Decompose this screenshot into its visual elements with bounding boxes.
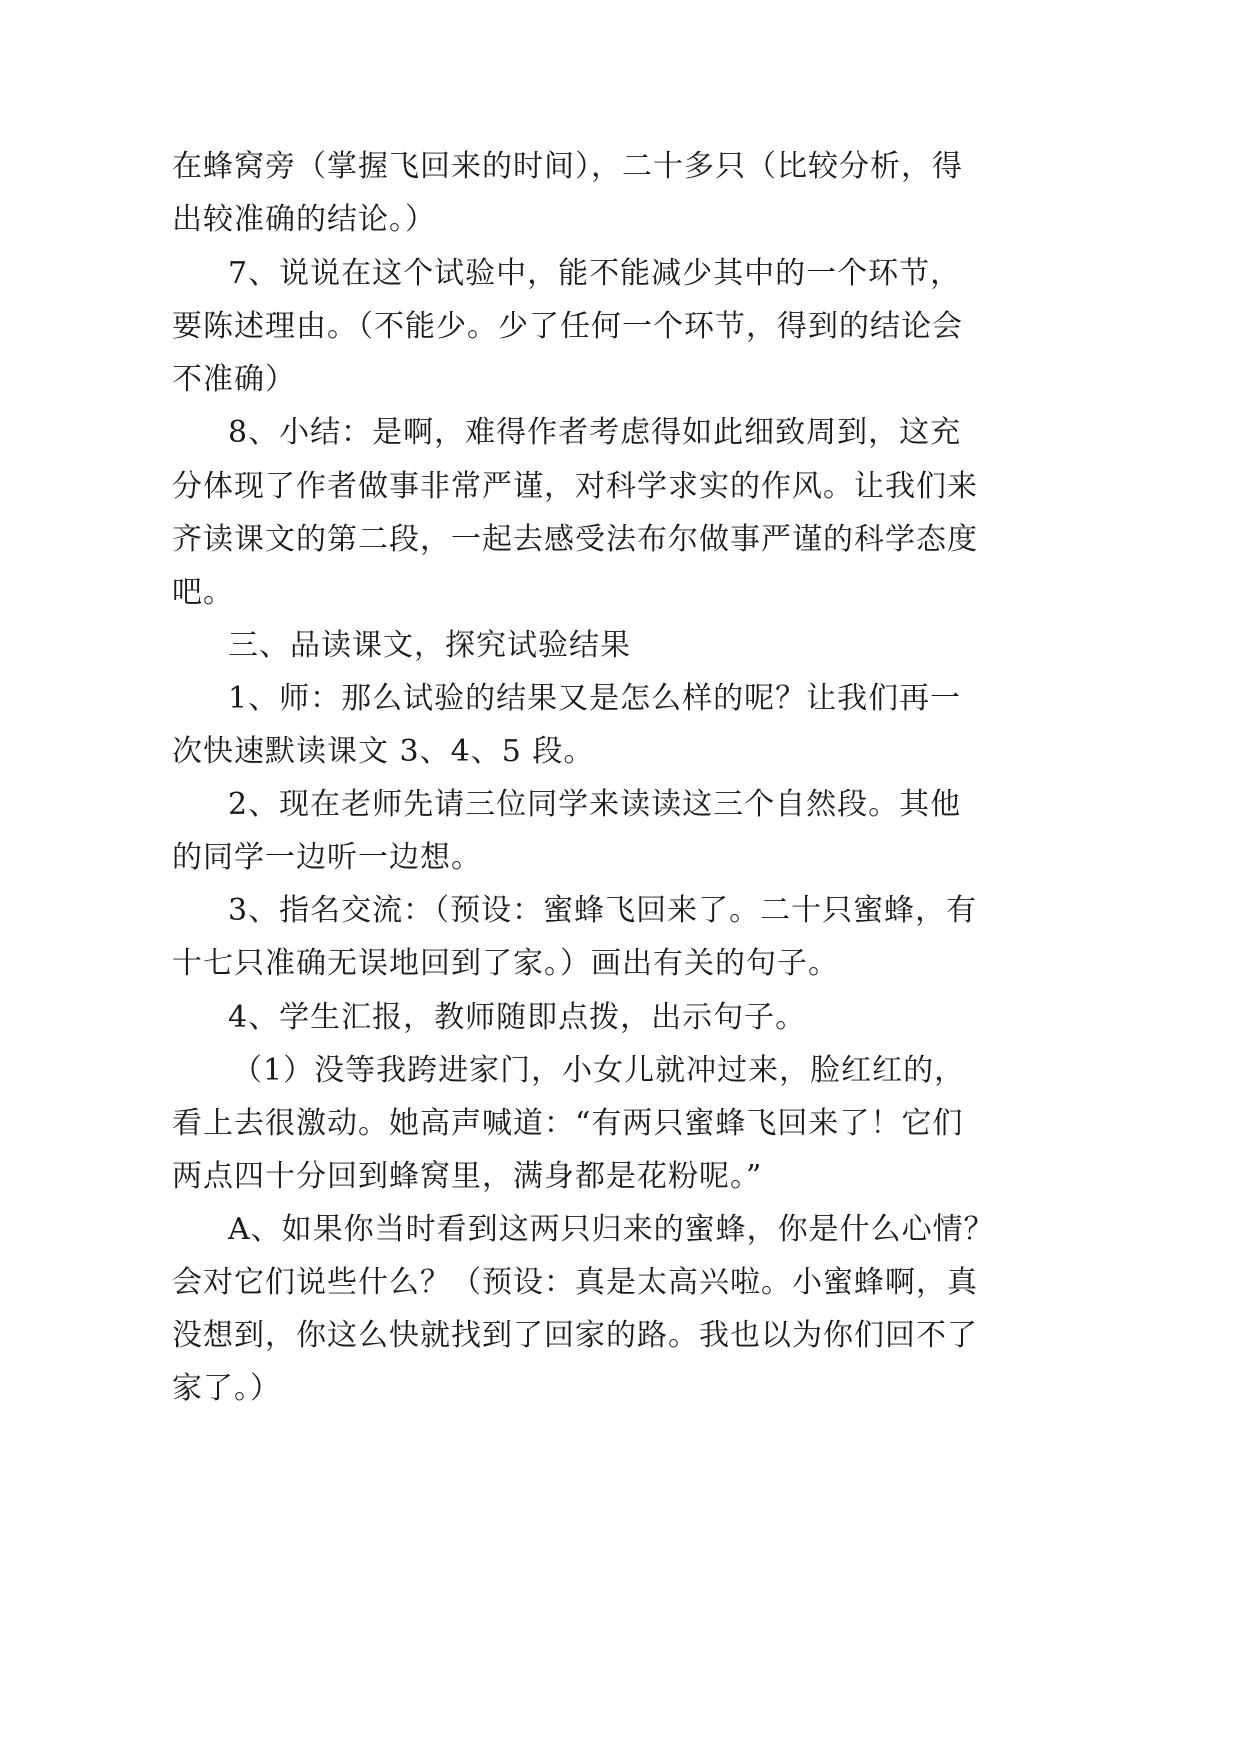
text-line: 8、小结：是啊，难得作者考虑得如此细致周到，这充 bbox=[228, 415, 962, 450]
text-line: 7、说说在这个试验中，能不能减少其中的一个环节， bbox=[228, 256, 962, 291]
text-line: 十七只准确无误地回到了家。）画出有关的句子。 bbox=[172, 946, 839, 981]
text-line: 1、师：那么试验的结果又是怎么样的呢？让我们再一 bbox=[228, 681, 962, 716]
text-line: 会对它们说些什么？（预设：真是太高兴啦。小蜜蜂啊，真 bbox=[172, 1265, 978, 1300]
text-line: （1）没等我跨进家门，小女儿就冲过来，脸红红的， bbox=[232, 1053, 966, 1088]
text-line: 看上去很激动。她高声喊道：“有两只蜜蜂飞回来了！它们 bbox=[172, 1106, 964, 1141]
text-line: 要陈述理由。（不能少。少了任何一个环节，得到的结论会 bbox=[172, 309, 963, 344]
text-line: 两点四十分回到蜂窝里，满身都是花粉呢。” bbox=[172, 1159, 763, 1194]
text-line: 吧。 bbox=[172, 575, 234, 610]
section-heading: 三、品读课文，探究试验结果 bbox=[228, 628, 631, 663]
text-line: 家了。） bbox=[172, 1371, 281, 1406]
text-line: 分体现了作者做事非常严谨，对科学求实的作风。让我们来 bbox=[172, 469, 978, 504]
text-line: 在蜂窝旁（掌握飞回来的时间），二十多只（比较分析，得 bbox=[172, 149, 963, 184]
text-line: 4、学生汇报，教师随即点拨，出示句子。 bbox=[228, 1000, 807, 1035]
text-line: 不准确） bbox=[172, 362, 296, 397]
text-line: 次快速默读课文 3、4、5 段。 bbox=[172, 734, 595, 769]
text-line: 3、指名交流：（预设：蜜蜂飞回来了。二十只蜜蜂，有 bbox=[228, 893, 978, 928]
text-line: 的同学一边听一边想。 bbox=[172, 840, 482, 875]
text-line: A、如果你当时看到这两只归来的蜜蜂，你是什么心情？ bbox=[228, 1212, 995, 1247]
text-line: 出较准确的结论。） bbox=[172, 202, 436, 237]
text-line: 齐读课文的第二段，一起去感受法布尔做事严谨的科学态度 bbox=[172, 522, 978, 557]
text-line: 2、现在老师先请三位同学来读读这三个自然段。其他 bbox=[228, 787, 962, 822]
text-line: 没想到，你这么快就找到了回家的路。我也以为你们回不了 bbox=[172, 1318, 978, 1353]
